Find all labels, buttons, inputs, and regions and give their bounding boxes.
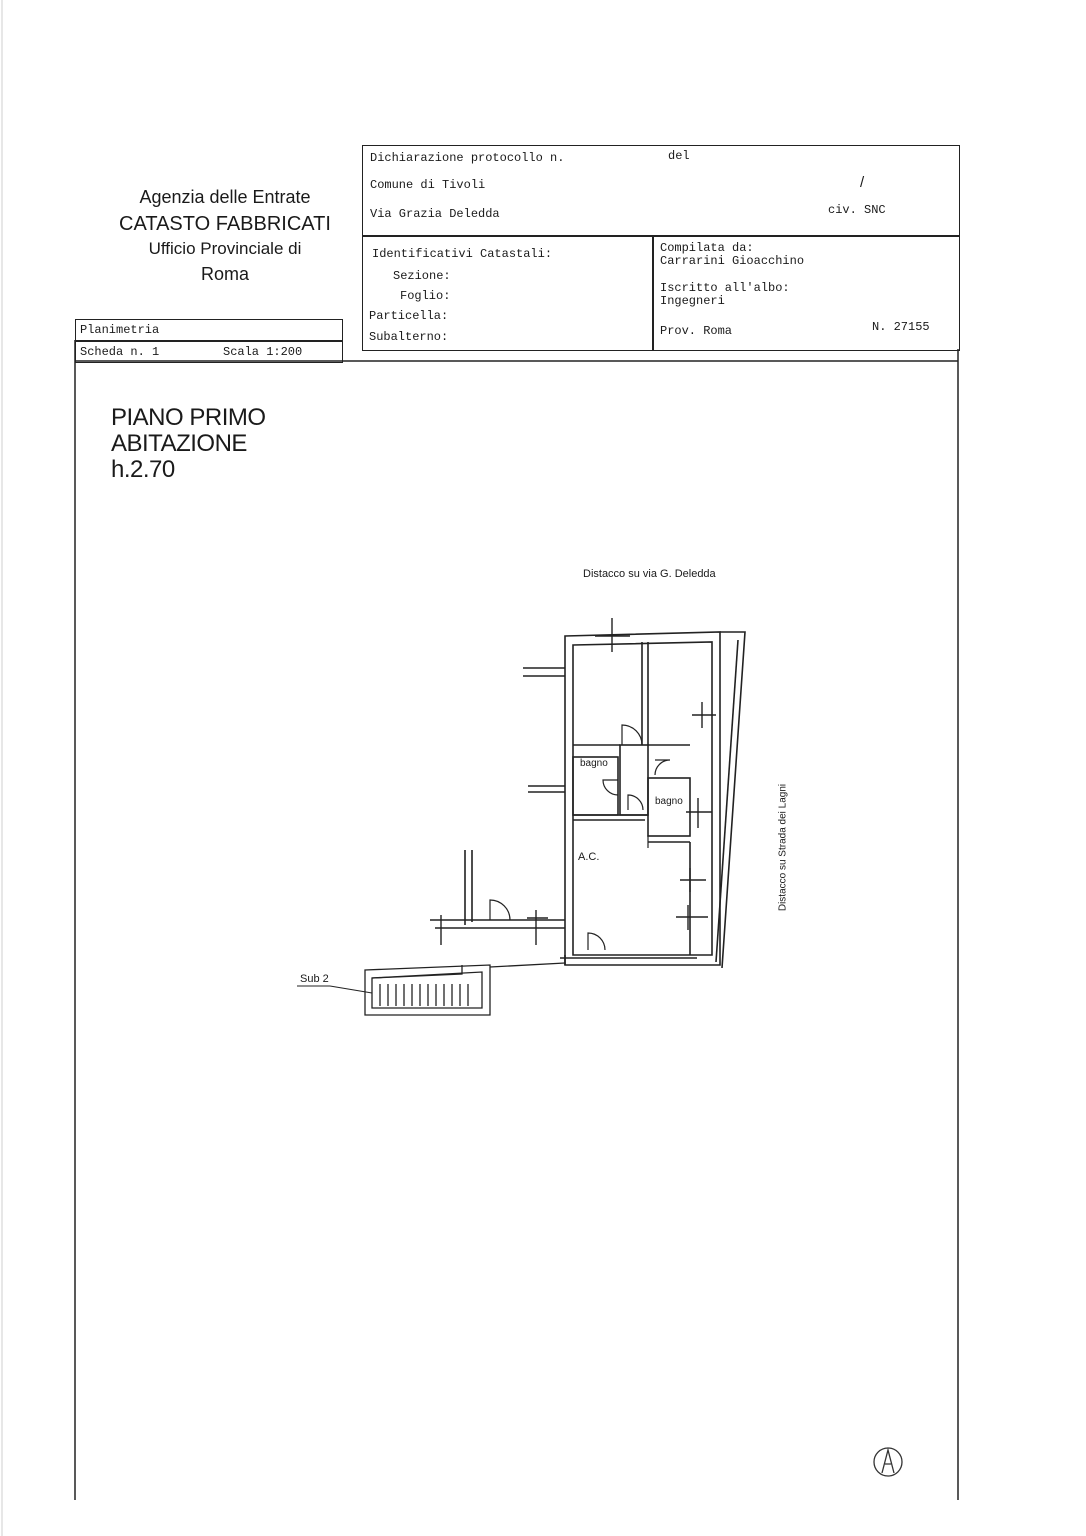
slash-mark: / — [860, 174, 865, 191]
sheet-label: Foglio: — [400, 289, 451, 303]
sub-label: Sub 2 — [300, 973, 329, 985]
floor-title: PIANO PRIMO — [111, 404, 266, 431]
section-label: Sezione: — [393, 269, 451, 283]
civic-number: civ. SNC — [828, 203, 886, 217]
sheet-card: Scheda n. 1 — [80, 345, 160, 359]
office-name: Ufficio Provinciale di — [148, 239, 302, 258]
windows — [441, 618, 716, 945]
floor-height: h.2.70 — [111, 456, 175, 483]
office-city: Roma — [200, 264, 249, 284]
sheet-scale: Scala 1:200 — [223, 345, 303, 359]
municipality: Comune di Tivoli — [370, 178, 486, 192]
compiled-name: Carrarini Gioacchino — [660, 254, 805, 268]
stair-treads — [380, 984, 468, 1006]
sub-leader-line — [330, 986, 372, 993]
compiled-label: Compilata da: — [660, 241, 754, 255]
street-address: Via Grazia Deledda — [370, 207, 500, 221]
staircase — [365, 963, 565, 1015]
province: Prov. Roma — [660, 324, 733, 338]
parcel-label: Particella: — [369, 309, 449, 323]
bath-label-1: bagno — [580, 758, 608, 769]
register-number: N. 27155 — [872, 320, 930, 334]
doors — [490, 725, 670, 950]
orientation-mark-icon — [874, 1448, 902, 1476]
distance-side-label: Distacco su Strada dei Lagni — [777, 783, 789, 912]
identifiers-heading: Identificativi Catastali: — [372, 247, 553, 261]
agency-name: Agenzia delle Entrate — [139, 187, 311, 207]
register-value: Ingegneri — [660, 294, 725, 308]
sheet-type: Planimetria — [80, 323, 160, 337]
bath-label-2: bagno — [655, 796, 683, 807]
subunit-label: Subalterno: — [369, 330, 449, 344]
register-label: Iscritto all'albo: — [660, 281, 790, 295]
registry-name: CATASTO FABBRICATI — [119, 213, 331, 235]
protocol-label: Dichiarazione protocollo n. — [370, 151, 565, 165]
distance-top-label: Distacco su via G. Deledda — [583, 568, 716, 580]
floor-use: ABITAZIONE — [111, 430, 247, 457]
date-label: del — [668, 149, 690, 163]
courtyard-label: A.C. — [578, 851, 600, 863]
